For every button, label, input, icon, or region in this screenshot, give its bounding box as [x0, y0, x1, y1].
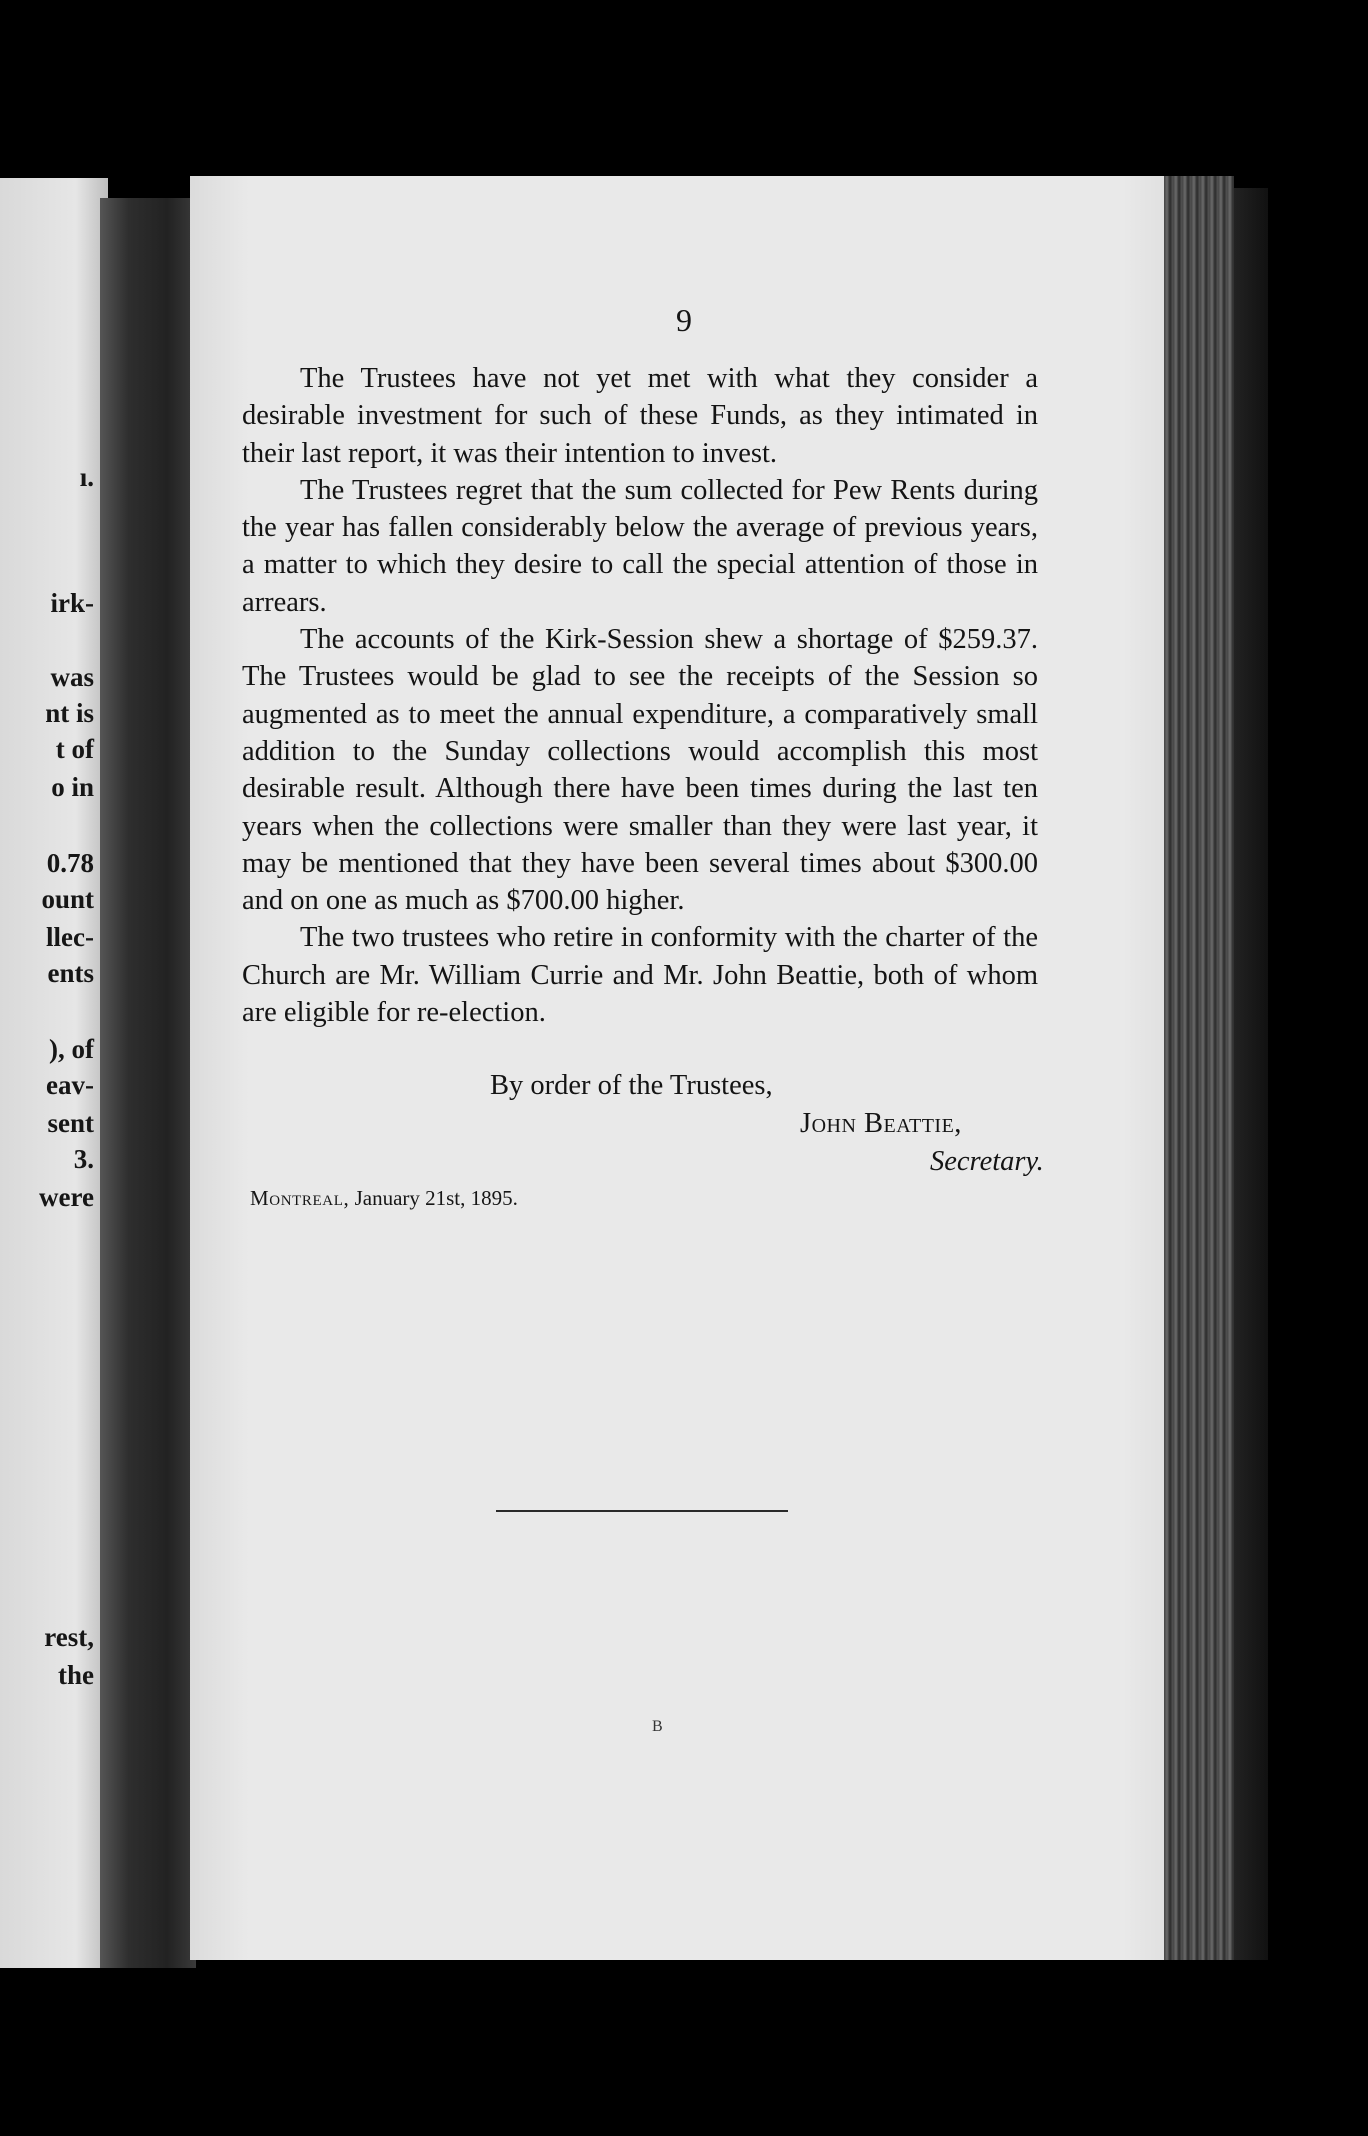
facing-page-text: were — [39, 1182, 94, 1212]
signer-title: Secretary. — [930, 1146, 1044, 1177]
dateline-date: January 21st, 1895. — [349, 1186, 518, 1210]
paragraph-kirk-session: The accounts of the Kirk-Session shew a shortage of $259.37. The Trustees would be glad to see the receipts of the Session so augmented as to meet the annual expenditure, a comparatively small addition to the Sunday collections would accomplish this most desirable result. Although there have been times during the last ten years when the collections were smaller than they were last year, it may be mentioned that they have been several times about $300.00 and on one as much as $700.00 higher. — [242, 624, 1038, 917]
report-body — [242, 360, 1038, 1031]
facing-page-text: ı. — [79, 462, 94, 492]
signer-name: John Beattie, — [800, 1108, 962, 1139]
by-order-line: By order of the Trustees, — [490, 1070, 773, 1101]
facing-page-text: rest, — [44, 1622, 94, 1652]
page-edges — [1164, 176, 1234, 1960]
dateline-place: Montreal, — [250, 1186, 350, 1210]
facing-page-text: sent — [47, 1108, 94, 1138]
facing-page-text: t of — [55, 734, 94, 764]
printer-signature-mark: B — [652, 1718, 663, 1735]
paragraph-investment: The Trustees have not yet met with what they consider a desirable investment for such of these Funds, as they intimated in their last report, it was their intention to invest. — [242, 363, 1038, 469]
facing-page-text: ents — [47, 958, 94, 988]
facing-page-text: nt is — [45, 698, 94, 728]
facing-page-text: ount — [41, 884, 94, 914]
facing-page-text: eav- — [46, 1070, 94, 1100]
facing-page-text: 3. — [73, 1144, 94, 1174]
facing-page-text: 0.78 — [46, 848, 94, 878]
paragraph-pew-rents: The Trustees regret that the sum collected for Pew Rents during the year has fallen considerably below the average of previous years, a matter to which they desire to call the special attention of those in arrears. — [242, 474, 1038, 618]
facing-page-text: o in — [51, 772, 94, 802]
page-number: 9 — [676, 302, 692, 338]
horizontal-rule — [496, 1510, 788, 1512]
facing-page-text: llec- — [46, 922, 94, 952]
facing-page-fragment — [0, 178, 108, 1968]
facing-page-text: irk- — [50, 588, 94, 618]
dateline — [250, 1186, 518, 1211]
book-cover-edge — [1234, 188, 1268, 1960]
facing-page-text: the — [58, 1660, 94, 1690]
facing-page-text: ), of — [49, 1034, 94, 1064]
facing-page-text: was — [50, 662, 94, 692]
book-gutter — [100, 198, 196, 1968]
paragraph-trustees-retire: The two trustees who retire in conformity with the charter of the Church are Mr. William Currie and Mr. John Beattie, both of whom are eligible for re-election. — [242, 922, 1038, 1029]
